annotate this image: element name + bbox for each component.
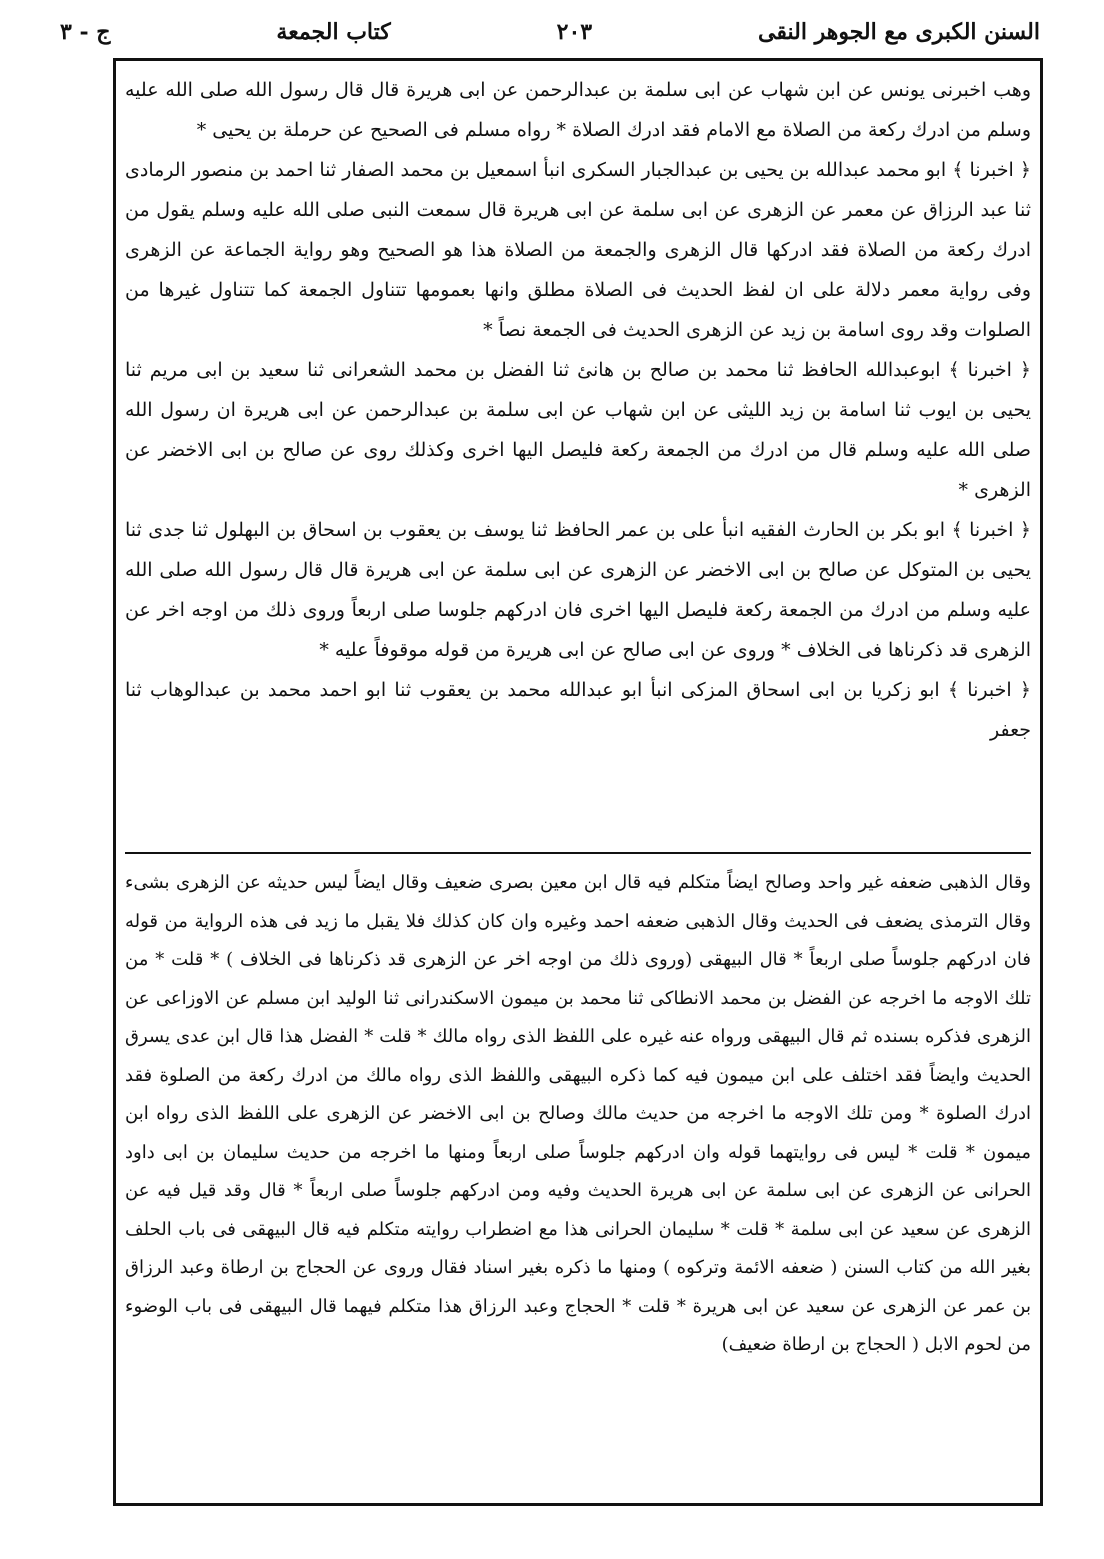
volume-label: ج - ٣ [60, 19, 111, 45]
main-text-block [125, 70, 1031, 790]
page-number: ٢٠٣ [556, 19, 593, 45]
main-paragraph: ﴿ اخبرنا ﴾ ابو بكر بن الحارث الفقيه انبأ على بن عمر الحافظ ثنا يوسف بن يعقوب بن اسحاق بن البهلول ثنا جدى ثنا يحيى بن المتوكل عن صالح بن ابى الاخضر عن الزهرى عن ابى سلمة عن ابى هريرة قال قال رسول الله صلى الله عليه وسلم من ادرك من الجمعة ركعة فليصل اليها اخرى فان ادركهم جلوسا صلى اربعاً وروى ذلك من اوجه اخر عن الزهرى قد ذكرناها فى الخلاف * وروى عن ابى صالح عن ابى هريرة من قوله موقوفاً عليه * [125, 519, 1031, 661]
main-paragraph: وهب اخبرنى يونس عن ابن شهاب عن ابى سلمة بن عبدالرحمن عن ابى هريرة قال قال رسول الله صلى الله عليه وسلم من ادرك ركعة من الصلاة مع الامام فقد ادرك الصلاة * رواه مسلم فى الصحيح عن حرملة بن يحيى * [125, 79, 1031, 141]
book-title: السنن الكبرى مع الجوهر النقى [758, 19, 1040, 45]
main-paragraph: ﴿ اخبرنا ﴾ ابوعبدالله الحافظ ثنا محمد بن صالح بن هانئ ثنا الفضل بن محمد الشعرانى ثنا سعيد بن ابى مريم ثنا يحيى بن ايوب ثنا اسامة بن زيد الليثى عن ابن شهاب عن ابى سلمة بن عبدالرحمن عن ابى هريرة ان رسول الله صلى الله عليه وسلم قال من ادرك من الجمعة ركعة فليصل اليها اخرى وكذلك روى عن صالح بن ابى الاخضر عن الزهرى * [125, 359, 1032, 501]
main-paragraph: ﴿ اخبرنا ﴾ ابو محمد عبدالله بن يحيى بن عبدالجبار السكرى انبأ اسمعيل بن محمد الصفار ثنا احمد بن منصور الرمادى ثنا عبد الرزاق عن معمر عن الزهرى عن ابى سلمة عن ابى هريرة قال سمعت النبى صلى الله عليه وسلم يقول من ادرك ركعة من الصلاة فقد ادركها قال الزهرى والجمعة من الصلاة هذا هو الصحيح وهو رواية الجماعة عن الزهرى وفى رواية معمر دلالة على ان لفظ الحديث فى الصلاة مطلق وانها بعمومها تتناول الجمعة كما تتناول غيرها من الصلوات وقد روى اسامة بن زيد عن الزهرى الحديث فى الجمعة نصاً * [125, 159, 1031, 341]
commentary-block [125, 864, 1031, 1500]
running-header [60, 10, 1040, 54]
main-paragraph: ﴿ اخبرنا ﴾ ابو زكريا بن ابى اسحاق المزكى انبأ ابو عبدالله محمد بن يعقوب ثنا ابو احمد محمد بن عبدالوهاب ثنا جعفر [125, 679, 1031, 741]
section-divider [125, 852, 1031, 854]
commentary-paragraph: وقال الذهبى ضعفه غير واحد وصالح ايضاً متكلم فيه قال ابن معين بصرى ضعيف وقال ايضاً ليس حديثه عن الزهرى بشىء وقال الترمذى يضعف فى الحديث وقال الذهبى ضعفه احمد وغيره وان كان كذلك فلا يقبل ما زيد فى هذه الرواية من قوله فان ادركهم جلوساً صلى اربعاً * قال البيهقى (وروى ذلك من اوجه اخر عن الزهرى قد ذكرناها فى الخلاف ) * قلت * من تلك الاوجه ما اخرجه عن الفضل بن محمد الانطاكى ثنا محمد بن ميمون الاسكندرانى ثنا الوليد ابن مسلم عن الاوزاعى عن الزهرى فذكره بسنده ثم قال البيهقى ورواه عنه غيره على اللفظ الذى رواه مالك * قلت * الفضل هذا قال ابن عدى يسرق الحديث وايضاً فقد اختلف على ابن ميمون فيه كما ذكره البيهقى واللفظ الذى رواه مالك من ادرك ركعة من الصلوة فقد ادرك الصلوة * ومن تلك الاوجه ما اخرجه من حديث مالك وصالح بن ابى الاخضر عن الزهرى على اللفظ الذى رواه ابن ميمون * قلت * ليس فى روايتهما قوله وان ادركهم جلوساً صلى اربعاً ومنها ما اخرجه من حديث سليمان بن ابى داود الحرانى عن الزهرى عن ابى سلمة عن ابى هريرة الحديث وفيه ومن ادركهم جلوساً صلى اربعاً * قال وقد قيل فيه عن الزهرى عن سعيد عن ابى سلمة * قلت * سليمان الحرانى هذا مع اضطراب روايته متكلم فيه قال البيهقى فى باب الحلف بغير الله من كتاب السنن ( ضعفه الائمة وتركوه ) ومنها ما ذكره بغير اسناد فقال وروى عن الحجاج بن ارطاة وعبد الرزاق بن عمر عن الزهرى عن سعيد عن ابى هريرة * قلت * الحجاج وعبد الرزاق هذا متكلم فيهما قال البيهقى فى باب الوضوء من لحوم الابل ( الحجاج بن ارطاة ضعيف) [125, 872, 1032, 1355]
chapter-title: كتاب الجمعة [276, 19, 391, 45]
